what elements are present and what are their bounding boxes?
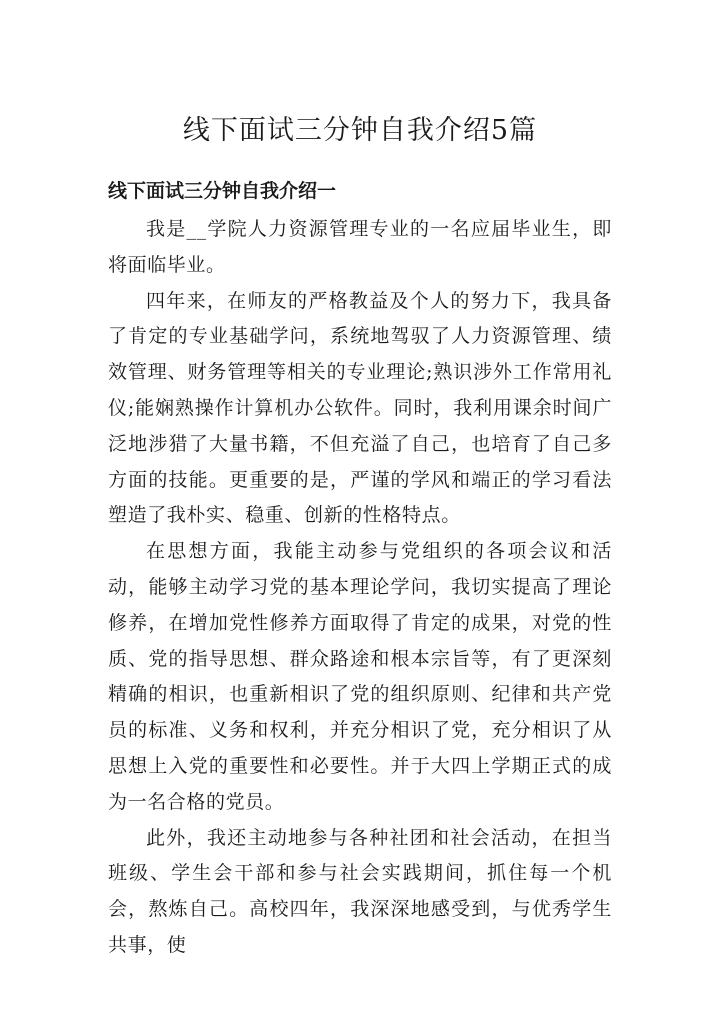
paragraph-study: 四年来，在师友的严格教益及个人的努力下，我具备了肯定的专业基础学问，系统地驾驭了人力资源管理、绩效管理、财务管理等相关的专业理论;熟识涉外工作常用礼仪;能娴熟操作计算机办公软件。同时，我利用课余时间广泛地涉猎了大量书籍，不但充溢了自己，也培育了自己多方面的技能。更重要的是，严谨的学风和端正的学习看法塑造了我朴实、稳重、创新的性格特点。: [108, 289, 612, 527]
paragraph-intro: 我是__学院人力资源管理专业的一名应届毕业生，即将面临毕业。: [108, 218, 612, 276]
paragraph-ideology: 在思想方面，我能主动参与党组织的各项会议和活动，能够主动学习党的基本理论学问，我切实提高了理论修养，在增加党性修养方面取得了肯定的成果，对党的性质、党的指导思想、群众路途和根本宗旨等，有了更深刻精确的相识，也重新相识了党的组织原则、纪律和共产党员的标准、义务和权利，并充分相识了党，充分相识了从思想上入党的重要性和必要性。并于大四上学期正式的成为一名合格的党员。: [108, 540, 612, 813]
page-title: 线下面试三分钟自我介绍5篇: [182, 115, 538, 146]
body-text: [108, 212, 612, 964]
paragraph-activities: 此外，我还主动地参与各种社团和社会活动，在担当班级、学生会干部和参与社会实践期间，抓住每一个机会，熬炼自己。高校四年，我深深地感受到，与优秀学生共事，使: [108, 826, 612, 956]
section-heading: 线下面试三分钟自我介绍一: [108, 180, 337, 202]
